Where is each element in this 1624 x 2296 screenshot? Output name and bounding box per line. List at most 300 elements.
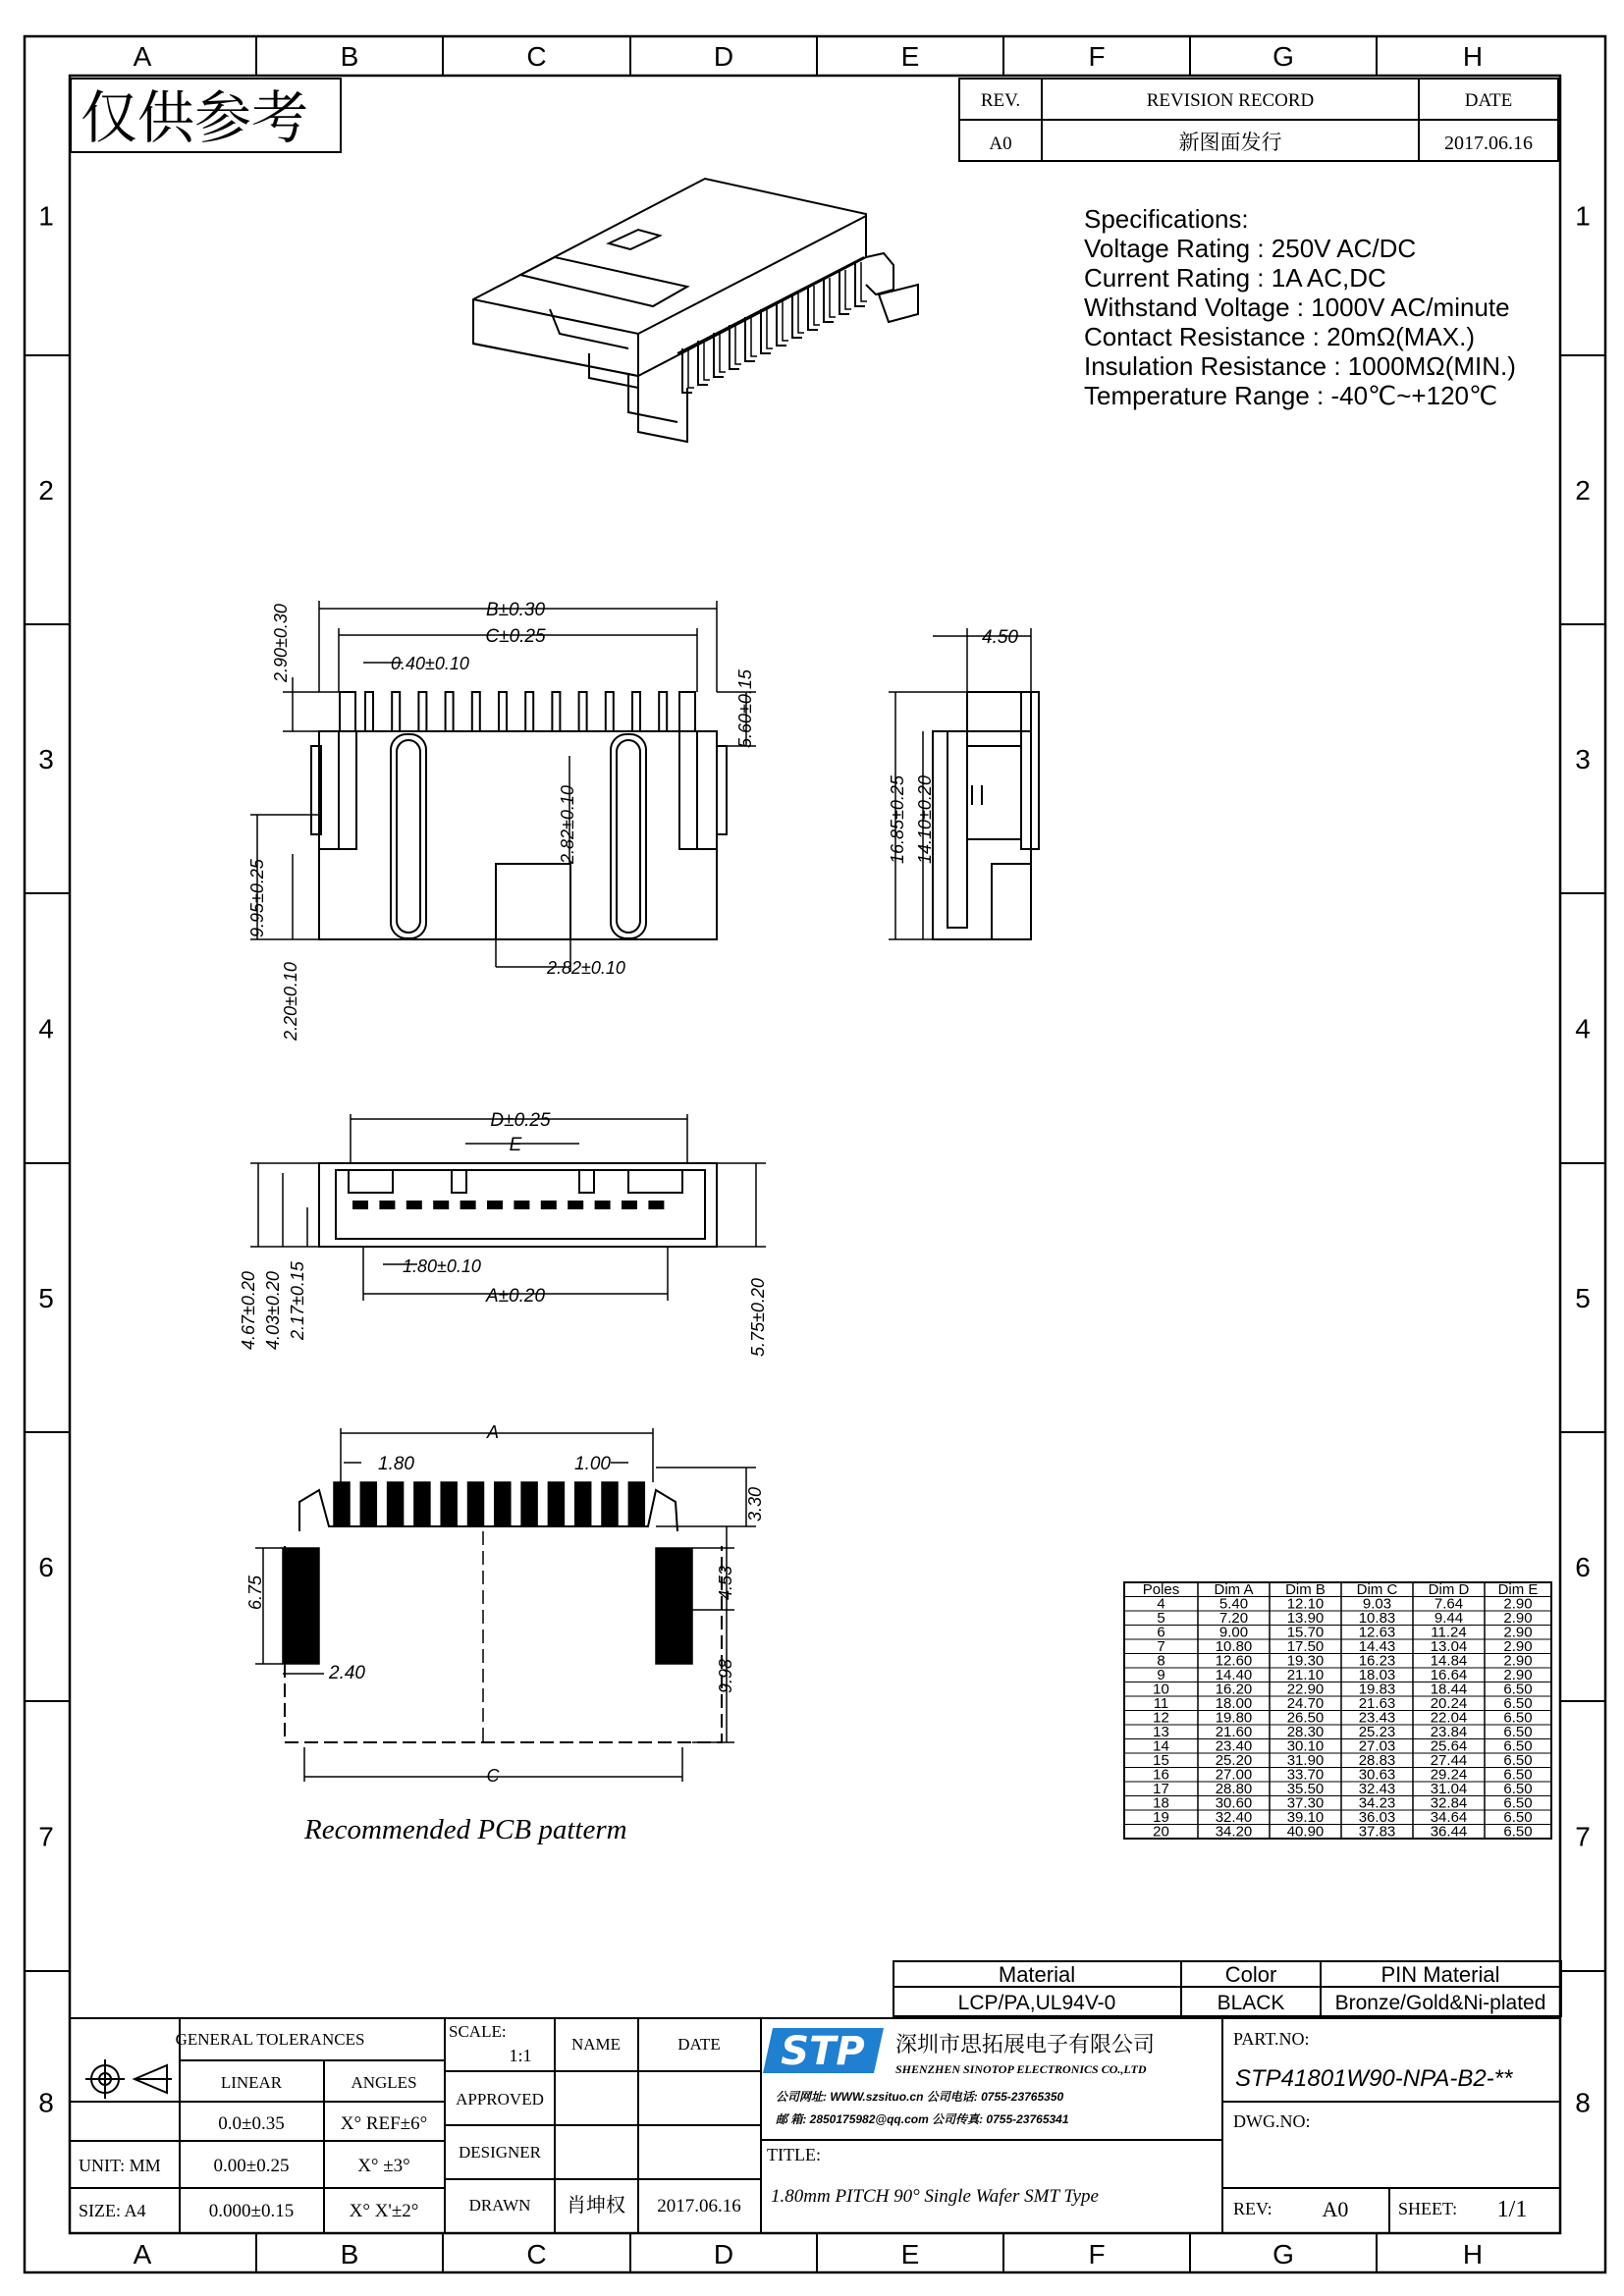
table-cell: 32.43 <box>1358 1781 1396 1797</box>
spec-line: Insulation Resistance : 1000MΩ(MIN.) <box>1084 351 1516 381</box>
contact-pin <box>434 1201 448 1208</box>
contact-pin <box>407 1201 421 1208</box>
pcb-pattern-view <box>255 1428 756 1782</box>
dim-label: B±0.30 <box>485 600 546 620</box>
column-labels-top <box>134 41 1483 72</box>
table-cell: 7 <box>1157 1638 1165 1655</box>
dim-label: 2.82±0.10 <box>558 785 577 864</box>
pcb-pad <box>602 1482 618 1526</box>
table-cell: 23.40 <box>1215 1737 1253 1755</box>
contact-pin <box>461 1201 475 1208</box>
contact-pin <box>659 692 667 731</box>
date-value: 2017.06.16 <box>1444 133 1533 154</box>
table-header-cell: Dim A <box>1214 1581 1254 1598</box>
spec-line: Withstand Voltage : 1000V AC/minute <box>1084 293 1510 322</box>
connector-isometric-view <box>473 179 918 442</box>
pcb-pad <box>548 1482 564 1526</box>
pcb-pad <box>628 1482 644 1526</box>
rev-label: REV: <box>1233 2199 1272 2218</box>
rev-value: A0 <box>989 133 1012 154</box>
contact-pin <box>649 1201 663 1208</box>
row-label: 1 <box>38 200 54 232</box>
spec-line: Current Rating : 1A AC,DC <box>1084 263 1386 293</box>
dim-label: A±0.20 <box>485 1286 546 1307</box>
dim-label: 2.20±0.10 <box>281 962 300 1041</box>
table-cell: 34.20 <box>1215 1823 1253 1841</box>
column-label: G <box>1272 41 1294 72</box>
table-header-cell: Dim C <box>1356 1581 1398 1598</box>
dim-label: A <box>486 1422 500 1442</box>
column-label: F <box>1088 41 1106 72</box>
sheet-label: SHEET: <box>1398 2199 1458 2218</box>
row-label: 3 <box>1575 744 1591 774</box>
size-label: SIZE: A4 <box>79 2201 146 2220</box>
table-cell: 37.30 <box>1286 1794 1325 1812</box>
dwg-no-label: DWG.NO: <box>1233 2111 1311 2131</box>
table-cell: 37.83 <box>1358 1823 1396 1841</box>
contact-pin <box>623 1201 636 1208</box>
dim-label: 5.75±0.20 <box>748 1278 768 1357</box>
scale-value: 1:1 <box>509 2046 532 2065</box>
column-label: E <box>900 41 920 72</box>
pcb-caption: Recommended PCB patterm <box>304 1814 627 1845</box>
contact-pin <box>761 309 771 353</box>
pcb-pad <box>441 1482 457 1526</box>
table-cell: 29.24 <box>1430 1766 1468 1784</box>
table-cell: 16.20 <box>1215 1681 1253 1698</box>
row-label: 7 <box>1575 1821 1591 1852</box>
table-cell: 14 <box>1153 1737 1169 1755</box>
dim-label: C <box>486 1766 500 1786</box>
contact-pin <box>777 301 786 346</box>
dim-label: 1.80±0.10 <box>403 1256 481 1276</box>
record-header: REVISION RECORD <box>1146 90 1315 111</box>
table-cell: 10.80 <box>1215 1638 1253 1655</box>
approved-label: APPROVED <box>456 2090 544 2109</box>
table-cell: 20 <box>1153 1823 1169 1841</box>
spec-title: Specifications: <box>1084 204 1249 234</box>
material-header: Material <box>998 1962 1076 1987</box>
row-label: 1 <box>1575 200 1591 232</box>
tol-angle: X° X'±2° <box>349 2201 419 2221</box>
sheet-value: 1/1 <box>1496 2197 1528 2222</box>
pin-material-header: PIN Material <box>1380 1962 1500 1987</box>
row-labels-left <box>38 201 54 2118</box>
scale-label: SCALE: <box>449 2022 507 2041</box>
column-label: D <box>713 41 734 72</box>
contact-pin <box>735 325 741 364</box>
date-header: DATE <box>1464 90 1513 111</box>
drawn-date: 2017.06.16 <box>657 2196 741 2216</box>
pcb-pad <box>521 1482 537 1526</box>
contact-pin <box>814 286 820 325</box>
pin-material-value: Bronze/Gold&Ni-plated <box>1334 1992 1546 2014</box>
dim-label: 2.17±0.15 <box>288 1261 307 1340</box>
contact-pin <box>798 294 804 333</box>
pcb-pad <box>334 1482 350 1526</box>
table-cell: 6.50 <box>1503 1695 1533 1712</box>
contact-pin <box>824 278 834 322</box>
dim-label: 5.60±0.15 <box>735 669 755 748</box>
row-labels-right <box>1575 201 1591 2118</box>
table-cell: 18.00 <box>1215 1695 1253 1712</box>
designer-label: DESIGNER <box>458 2143 542 2162</box>
row-label: 6 <box>38 1552 54 1582</box>
table-cell: 18 <box>1153 1794 1169 1812</box>
table-cell: 17.50 <box>1286 1638 1325 1655</box>
table-cell: 2.90 <box>1503 1595 1533 1613</box>
table-cell: 32.40 <box>1215 1809 1253 1826</box>
material-value: LCP/PA,UL94V-0 <box>957 1992 1116 2014</box>
contact-pin <box>418 692 426 731</box>
table-cell: 17 <box>1153 1781 1169 1797</box>
row-label: 6 <box>1575 1552 1591 1582</box>
linear-label: LINEAR <box>220 2073 283 2092</box>
rev-header: REV. <box>980 90 1021 111</box>
material-table <box>893 1961 1561 2016</box>
table-cell: 35.50 <box>1286 1781 1325 1797</box>
table-cell: 39.10 <box>1286 1809 1325 1826</box>
contact-pin <box>353 1201 367 1208</box>
contact-pin <box>767 309 773 348</box>
table-cell: 11 <box>1153 1695 1169 1712</box>
table-cell: 12 <box>1153 1709 1169 1727</box>
pcb-pad <box>360 1482 376 1526</box>
column-label: F <box>1088 2239 1106 2269</box>
contact-pin <box>808 286 818 330</box>
table-cell: 16 <box>1153 1766 1169 1784</box>
dim-label: C±0.25 <box>485 626 546 647</box>
table-cell: 26.50 <box>1286 1709 1325 1727</box>
contact-pin <box>745 317 755 361</box>
table-cell: 28.30 <box>1286 1724 1325 1740</box>
table-cell: 6.50 <box>1503 1724 1533 1740</box>
dim-label: 9.95±0.25 <box>247 859 267 937</box>
dim-label: 2.90±0.30 <box>271 604 291 682</box>
connector-bottom-view <box>250 1114 766 1301</box>
contact-pin <box>830 278 836 317</box>
table-cell: 11.24 <box>1431 1624 1467 1641</box>
table-cell: 21.10 <box>1286 1667 1325 1683</box>
table-cell: 30.10 <box>1286 1737 1325 1755</box>
table-cell: 40.90 <box>1286 1823 1325 1841</box>
contact-pin <box>783 301 788 341</box>
stamp-text: 仅供参考 <box>81 86 309 150</box>
column-label: C <box>526 2239 547 2269</box>
table-cell: 30.63 <box>1358 1766 1396 1784</box>
drawn-label: DRAWN <box>468 2196 531 2215</box>
table-cell: 25.64 <box>1430 1737 1468 1755</box>
name-header: NAME <box>570 2035 622 2054</box>
date-header: DATE <box>677 2035 721 2054</box>
contact-pin <box>380 1201 394 1208</box>
table-cell: 7.64 <box>1434 1595 1464 1613</box>
table-cell: 21.60 <box>1215 1724 1253 1740</box>
table-cell: 16.64 <box>1430 1667 1468 1683</box>
column-label: A <box>133 2239 152 2269</box>
dim-label: 0.40±0.10 <box>391 654 469 673</box>
company-name-en: SHENZHEN SINOTOP ELECTRONICS CO.,LTD <box>895 2062 1147 2076</box>
row-label: 5 <box>38 1283 54 1313</box>
table-cell: 34.64 <box>1430 1809 1468 1826</box>
table-cell: 28.83 <box>1358 1752 1396 1769</box>
contact-pin <box>552 692 560 731</box>
table-cell: 14.84 <box>1430 1652 1468 1670</box>
contact-pin <box>845 270 851 309</box>
table-cell: 20.24 <box>1430 1695 1468 1712</box>
table-cell: 14.43 <box>1358 1638 1396 1655</box>
dim-label: 16.85±0.25 <box>888 775 907 864</box>
dim-label: 14.10±0.20 <box>915 775 935 864</box>
table-cell: 22.04 <box>1430 1709 1468 1727</box>
table-cell: 32.84 <box>1430 1794 1468 1812</box>
dim-label: 9.98 <box>716 1658 735 1693</box>
angles-label: ANGLES <box>351 2073 417 2092</box>
pcb-pad <box>575 1482 591 1526</box>
table-cell: 14.40 <box>1215 1667 1253 1683</box>
dim-label: 4.03±0.20 <box>263 1271 283 1350</box>
dim-label: 2.40 <box>329 1663 365 1683</box>
table-cell: 24.70 <box>1286 1695 1325 1712</box>
rev-value: A0 <box>1322 2197 1349 2221</box>
table-cell: 19 <box>1153 1809 1169 1826</box>
row-label: 2 <box>1575 475 1591 506</box>
column-label: B <box>340 41 359 72</box>
table-cell: 6.50 <box>1503 1752 1533 1769</box>
contact-pin <box>839 270 849 314</box>
spec-line: Voltage Rating : 250V AC/DC <box>1084 234 1417 263</box>
contact-pin <box>596 1201 610 1208</box>
contact-pin <box>365 692 373 731</box>
table-cell: 10.83 <box>1358 1610 1396 1627</box>
column-label: G <box>1272 2239 1294 2269</box>
row-label: 2 <box>38 475 54 506</box>
table-cell: 2.90 <box>1503 1610 1533 1627</box>
title-block-text <box>79 2022 1527 2222</box>
contact-pin <box>579 692 587 731</box>
table-cell: 9.03 <box>1362 1595 1392 1613</box>
company-contact: 邮 箱: 2850175982@qq.com 公司传真: 0755-23765341 <box>776 2112 1069 2126</box>
color-header: Color <box>1224 1962 1277 1987</box>
row-label: 3 <box>38 744 54 774</box>
row-label: 4 <box>1575 1013 1591 1044</box>
contact-pin <box>861 262 867 301</box>
column-label: C <box>526 41 547 72</box>
table-cell: 25.23 <box>1358 1724 1396 1740</box>
company-logo-text: STP <box>781 2029 865 2074</box>
contact-pin <box>392 692 400 731</box>
table-cell: 4 <box>1157 1595 1165 1613</box>
column-label: B <box>340 2239 359 2269</box>
table-cell: 19.30 <box>1286 1652 1325 1670</box>
contact-pin <box>720 333 726 372</box>
column-label: H <box>1462 41 1484 72</box>
dim-label: 6.75 <box>245 1575 265 1610</box>
reference-stamp <box>71 79 341 152</box>
specifications <box>1084 204 1516 410</box>
contact-pin <box>542 1201 556 1208</box>
table-cell: 9.44 <box>1434 1610 1464 1627</box>
table-cell: 9 <box>1157 1667 1165 1683</box>
dim-label: 3.30 <box>745 1486 765 1522</box>
row-label: 4 <box>38 1013 54 1044</box>
drawn-name: 肖坤权 <box>567 2195 625 2216</box>
pcb-pad <box>468 1482 484 1526</box>
table-cell: 5.40 <box>1218 1595 1249 1613</box>
projection-symbol-icon <box>85 2059 172 2099</box>
table-cell: 27.44 <box>1430 1752 1468 1769</box>
table-cell: 27.00 <box>1215 1766 1253 1784</box>
tol-angle: X° REF±6° <box>340 2113 428 2134</box>
table-cell: 19.80 <box>1215 1709 1253 1727</box>
contact-pin <box>855 262 865 306</box>
table-cell: 23.84 <box>1430 1724 1468 1740</box>
contact-pin <box>488 1201 502 1208</box>
contact-pin <box>606 692 614 731</box>
table-cell: 13.90 <box>1286 1610 1325 1627</box>
table-cell: 5 <box>1157 1610 1165 1627</box>
row-label: 5 <box>1575 1283 1591 1313</box>
pcb-pad <box>388 1482 404 1526</box>
column-label: E <box>900 2239 920 2269</box>
contact-pin <box>632 692 640 731</box>
contact-pin <box>682 348 692 393</box>
dim-label: 4.67±0.20 <box>239 1271 258 1350</box>
table-cell: 8 <box>1157 1652 1165 1670</box>
table-cell: 36.44 <box>1430 1823 1468 1841</box>
part-no-label: PART.NO: <box>1233 2029 1310 2049</box>
column-label: A <box>133 41 152 72</box>
table-header-cell: Dim E <box>1497 1581 1539 1598</box>
table-cell: 6.50 <box>1503 1766 1533 1784</box>
table-cell: 6.50 <box>1503 1709 1533 1727</box>
contact-pin <box>704 341 710 380</box>
title-label: TITLE: <box>767 2145 821 2164</box>
contact-pin <box>792 294 802 338</box>
general-tolerances: GENERAL TOLERANCES <box>175 2030 365 2049</box>
contact-pin <box>751 317 757 356</box>
table-cell: 9.00 <box>1218 1624 1249 1641</box>
row-label: 8 <box>38 2087 54 2118</box>
table-cell: 30.60 <box>1215 1794 1253 1812</box>
contact-pin <box>730 325 739 369</box>
row-label: 8 <box>1575 2087 1591 2118</box>
table-cell: 22.90 <box>1286 1681 1325 1698</box>
tol-angle: X° ±3° <box>357 2156 410 2176</box>
dim-label: 1.00 <box>574 1454 611 1474</box>
bottom-view-dimension-labels <box>239 1110 768 1357</box>
table-cell: 7.20 <box>1218 1610 1249 1627</box>
revision-table <box>959 79 1558 161</box>
spec-line: Contact Resistance : 20mΩ(MAX.) <box>1084 322 1476 351</box>
table-cell: 21.63 <box>1358 1695 1396 1712</box>
table-cell: 16.23 <box>1358 1652 1396 1670</box>
pcb-pad <box>414 1482 430 1526</box>
row-label: 7 <box>38 1821 54 1852</box>
table-cell: 6.50 <box>1503 1794 1533 1812</box>
dim-label: E <box>509 1135 522 1155</box>
table-cell: 12.10 <box>1286 1595 1325 1613</box>
table-cell: 10 <box>1153 1681 1169 1698</box>
table-cell: 2.90 <box>1503 1638 1533 1655</box>
table-cell: 31.90 <box>1286 1752 1325 1769</box>
tol-linear: 0.00±0.25 <box>213 2156 290 2176</box>
unit-label: UNIT: MM <box>79 2156 161 2175</box>
table-cell: 27.03 <box>1358 1737 1396 1755</box>
table-cell: 6.50 <box>1503 1809 1533 1826</box>
pcb-pad <box>495 1482 511 1526</box>
column-labels-bottom <box>134 2239 1483 2269</box>
table-cell: 33.70 <box>1286 1766 1325 1784</box>
dim-label: 1.80 <box>378 1454 414 1474</box>
contact-pin <box>525 692 533 731</box>
contact-pin <box>514 1201 528 1208</box>
table-cell: 6.50 <box>1503 1737 1533 1755</box>
column-label: H <box>1462 2239 1484 2269</box>
table-cell: 31.04 <box>1430 1781 1468 1797</box>
table-cell: 15.70 <box>1286 1624 1325 1641</box>
contact-pin <box>499 692 507 731</box>
table-cell: 6 <box>1157 1624 1165 1641</box>
table-cell: 12.60 <box>1215 1652 1253 1670</box>
table-cell: 13.04 <box>1430 1638 1468 1655</box>
tol-linear: 0.0±0.35 <box>218 2113 285 2134</box>
dim-label: D±0.25 <box>490 1110 551 1131</box>
dim-label: 4.50 <box>982 627 1018 648</box>
table-cell: 25.20 <box>1215 1752 1253 1769</box>
table-cell: 6.50 <box>1503 1781 1533 1797</box>
connector-front-view <box>250 601 756 972</box>
dim-label: 2.82±0.10 <box>547 958 625 978</box>
table-cell: 36.03 <box>1358 1809 1396 1826</box>
column-label: D <box>713 2239 734 2269</box>
color-value: BLACK <box>1217 1992 1285 2014</box>
table-cell: 2.90 <box>1503 1667 1533 1683</box>
contact-pin <box>698 341 708 385</box>
table-header-cell: Dim B <box>1285 1581 1326 1598</box>
poles-dimension-table <box>1124 1581 1551 1841</box>
table-cell: 13 <box>1153 1724 1169 1740</box>
contact-pin <box>688 348 694 388</box>
table-cell: 18.44 <box>1430 1681 1468 1698</box>
table-cell: 6.50 <box>1503 1823 1533 1841</box>
spec-line: Temperature Range : -40℃~+120℃ <box>1084 381 1498 410</box>
table-cell: 19.83 <box>1358 1681 1396 1698</box>
tol-linear: 0.000±0.15 <box>208 2201 295 2221</box>
table-cell: 23.43 <box>1358 1709 1396 1727</box>
table-cell: 12.63 <box>1358 1624 1396 1641</box>
table-header-cell: Dim D <box>1428 1581 1470 1598</box>
part-no-value: STP41801W90-NPA-B2-** <box>1235 2065 1513 2092</box>
table-cell: 15 <box>1153 1752 1169 1769</box>
title-text: 1.80mm PITCH 90° Single Wafer SMT Type <box>771 2186 1099 2207</box>
company-name-cn: 深圳市思拓展电子有限公司 <box>895 2032 1156 2056</box>
table-cell: 6.50 <box>1503 1681 1533 1698</box>
dim-label: 4.53 <box>716 1565 735 1600</box>
record-value: 新图面发行 <box>1178 132 1282 154</box>
table-cell: 2.90 <box>1503 1624 1533 1641</box>
table-cell: 2.90 <box>1503 1652 1533 1670</box>
contact-pin <box>472 692 480 731</box>
table-cell: 34.23 <box>1358 1794 1396 1812</box>
company-contact: 公司网址: WWW.szsituo.cn 公司电话: 0755-23765350 <box>776 2090 1064 2104</box>
table-cell: 28.80 <box>1215 1781 1253 1797</box>
table-cell: 18.03 <box>1358 1667 1396 1683</box>
contact-pin <box>714 333 724 377</box>
contact-pin <box>446 692 454 731</box>
connector-side-view <box>889 628 1039 939</box>
table-header-cell: Poles <box>1142 1581 1180 1598</box>
